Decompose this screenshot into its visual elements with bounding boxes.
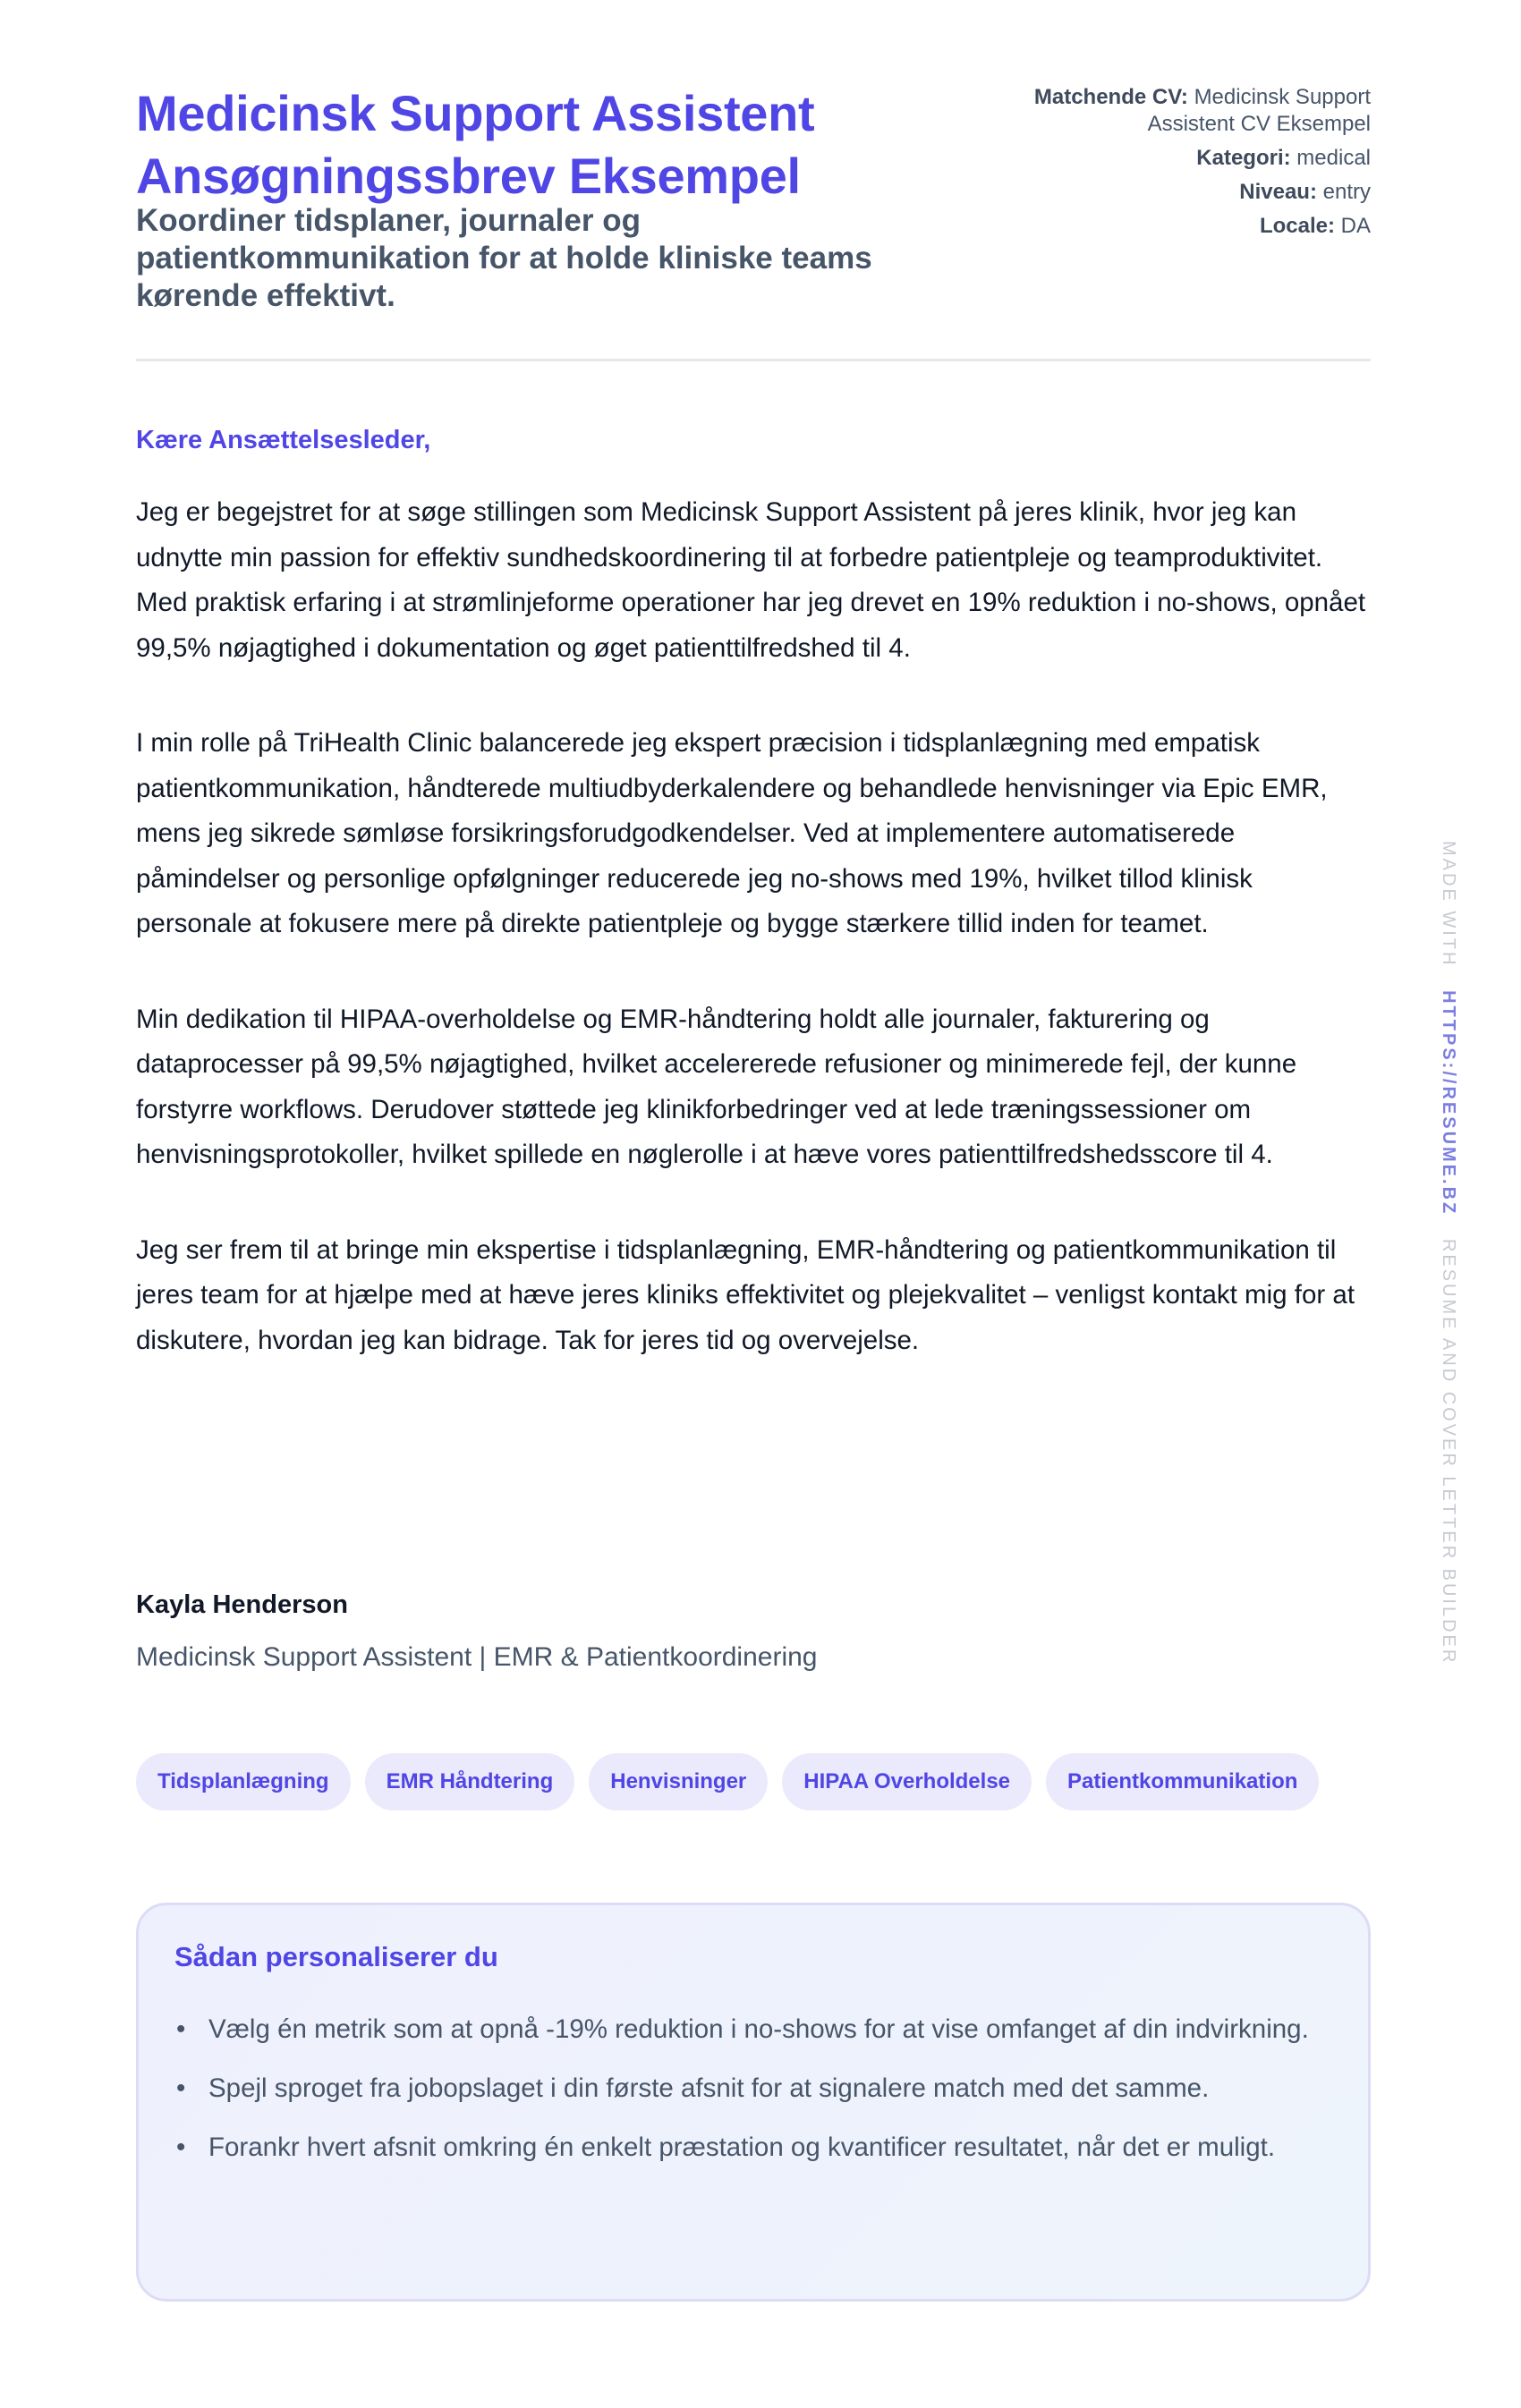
letter-paragraph: I min rolle på TriHealth Clinic balancerede jeg ekspert præcision i tidsplanlægning med empatisk patientkommunikation, håndterede multiudbyderkalendere og behandlede henvisninger via Epic EMR, mens jeg sikrede sømløse forsikringsforudgodkendelser. Ved at implementere automatiserede påmindelser og personlige opfølgninger reducerede jeg no-shows med 19%, hvilket tillod klinisk personale at fokusere mere på direkte patientpleje og bygge stærkere tillid inden for teamet. (136, 728, 1328, 938)
meta-locale (995, 213, 1371, 240)
tip-item (176, 2066, 1332, 2111)
skill-tag: HIPAA Overholdelse (782, 1753, 1032, 1810)
watermark-suffix: RESUME AND COVER LETTER BUILDER (1439, 1238, 1458, 1666)
page-subtitle: Koordiner tidsplaner, journaler og patientkommunikation for at holde kliniske teams kørende effektivt. (136, 203, 872, 313)
bullet-icon: • (176, 2132, 186, 2162)
watermark (1432, 841, 1464, 1666)
signature-title: Medicinsk Support Assistent | EMR & Patientkoordinering (136, 1642, 818, 1672)
tips-list (174, 2007, 1332, 2170)
meta-value: Medicinsk Support Assistent CV Eksempel (1147, 85, 1371, 136)
skill-tag: Patientkommunikation (1046, 1753, 1319, 1810)
tip-text: Forankr hvert afsnit omkring én enkelt præstation og kvantificer resultatet, når det er muligt. (208, 2132, 1276, 2162)
letter-paragraph: Jeg er begejstret for at søge stillingen som Medicinsk Support Assistent på jeres klinik, hvor jeg kan udnytte min passion for effektiv sundhedskoordinering til at forbedre patientpleje og teamproduktivitet. Med praktisk erfaring i at strømlinjeforme operationer har jeg drevet en 19% reduktion i no-shows, opnået 99,5% nøjagtighed i dokumentation og øget patienttilfredshed til 4. (136, 497, 1366, 663)
tips-title: Sådan personaliserer du (174, 1941, 498, 1972)
meta-label: Kategori: (1196, 146, 1291, 170)
letter-greeting: Kære Ansættelsesleder, (136, 426, 431, 454)
page-title: Medicinsk Support Assistent Ansøgningssbrev Eksempel (136, 85, 815, 204)
watermark-link[interactable]: HTTPS://RESUME.BZ (1439, 990, 1458, 1217)
skill-tag: Henvisninger (589, 1753, 768, 1810)
signature-name: Kayla Henderson (136, 1590, 348, 1619)
header (136, 0, 1371, 361)
meta-label: Matchende CV: (1033, 85, 1188, 109)
meta-level (995, 179, 1371, 206)
skill-tags (136, 1753, 1319, 1810)
watermark-prefix: MADE WITH (1439, 841, 1458, 968)
meta-matching-cv (995, 84, 1371, 138)
tip-item (176, 2007, 1332, 2052)
watermark-text (1438, 841, 1458, 1665)
cover-letter-page (136, 0, 1371, 2162)
meta-value: entry (1322, 180, 1371, 204)
tip-item (176, 2125, 1332, 2170)
skill-tag: Tidsplanlægning (136, 1753, 351, 1810)
letter-paragraph: Min dedikation til HIPAA-overholdelse og EMR-håndtering holdt alle journaler, fakturering og dataprocesser på 99,5% nøjagtighed, hvilket accelererede refusioner og minimerede fejl, der kunne forstyrre workflows. Derudover støttede jeg klinikforbedringer ved at lede træningssessioner om henvisningsprotokoller, hvilket spillede en nøglerolle i at hæve vores patienttilfredshedsscore til 4. (136, 1004, 1297, 1169)
skill-tag: EMR Håndtering (365, 1753, 575, 1810)
meta-label: Niveau: (1239, 180, 1317, 204)
letter-paragraph: Jeg ser frem til at bringe min ekspertise i tidsplanlægning, EMR-håndtering og patientkommunikation til jeres team for at hjælpe med at hæve jeres kliniks effektivitet og plejekvalitet – venligst kontakt mig for at diskutere, hvordan jeg kan bidrage. Tak for jeres tid og overvejelse. (136, 1234, 1355, 1355)
bullet-icon: • (176, 2073, 186, 2103)
meta-value: DA (1340, 214, 1371, 238)
letter-body (136, 490, 1375, 1413)
meta-value: medical (1296, 146, 1371, 170)
personalize-tips-box (136, 1903, 1371, 2302)
tip-text: Vælg én metrik som at opnå -19% reduktion i no-shows for at vise omfanget af din indvirkning. (208, 2014, 1309, 2044)
tip-text: Spejl sproget fra jobopslaget i din første afsnit for at signalere match med det samme. (208, 2073, 1210, 2103)
bullet-icon: • (176, 2014, 186, 2044)
meta-info (995, 84, 1371, 247)
meta-category (995, 145, 1371, 172)
meta-label: Locale: (1259, 214, 1335, 238)
